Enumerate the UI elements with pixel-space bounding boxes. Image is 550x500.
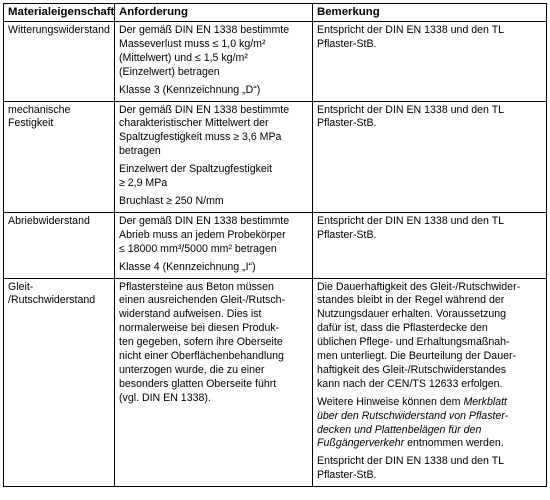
- table-row: [4, 212, 547, 278]
- table-header-row: [4, 4, 547, 22]
- property-cell: [4, 22, 115, 102]
- remark-cell: [313, 212, 547, 278]
- remark-cell: [313, 22, 547, 102]
- remark-cell: [313, 278, 547, 487]
- remark-paragraph: Entspricht der DIN EN 1338 und den TL Pflaster-StB.: [317, 24, 505, 50]
- hint-text-italic: Merkblatt über den Rutschwiderstand von Pflaster- decken und Plattenbelägen für den Fußgängerverkehr: [317, 395, 509, 450]
- requirement-paragraph: Der gemäß DIN EN 1338 bestimmte Abrieb muss an jedem Probekörper ≤ 18000 mm³/5000 mm² betragen: [119, 214, 290, 255]
- requirement-paragraph: Klasse 3 (Kennzeichnung „D“): [119, 83, 261, 96]
- remark-paragraph: Entspricht der DIN EN 1338 und den TL Pflaster-StB.: [317, 214, 505, 241]
- hint-text-after: entnommen werden.: [404, 437, 504, 450]
- remark-paragraph: Entspricht der DIN EN 1338 und den TL Pflaster-StB.: [317, 455, 505, 482]
- requirement-cell: [115, 22, 313, 102]
- requirement-paragraph: Pflastersteine aus Beton müssen einen ausreichenden Gleit-/Rutsch- widerstand aufweisen. Dies ist normalerweise bei diesen Produk- ten gegeben, sofern ihre Oberseite nicht einer Oberflächenbehandlung unterzogen wurde, die zu einer besonders glatten Oberseite führt (vgl. DIN EN 1338).: [119, 280, 286, 404]
- remark-paragraph: Die Dauerhaftigkeit des Gleit-/Rutschwider- standes bleibt in der Regel während der Nutzungsdauer erhalten. Voraussetzung dafür ist, dass die Pflasterdecke den üblichen Pflege- und Erhaltungsmaßnah- men unterliegt. Die Beurteilung der Dauer- haftigkeit des Gleit-/Rutschwiderstandes kann nach der CEN/TS 12633 erfolgen.: [317, 280, 521, 390]
- remark-paragraph: Entspricht der DIN EN 1338 und den TL Pflaster-StB.: [317, 103, 505, 130]
- requirement-paragraph: Der gemäß DIN EN 1338 bestimmte charakteristischer Mittelwert der Spaltzugfestigkeit muss ≥ 3,6 MPa betragen: [119, 103, 290, 158]
- property-cell: [4, 212, 115, 278]
- table-row: [4, 101, 547, 212]
- requirement-paragraph: Klasse 4 (Kennzeichnung „I“): [119, 260, 256, 273]
- property-text: Witterungswiderstand: [8, 24, 110, 36]
- property-text: Abriebwiderstand: [8, 214, 90, 227]
- property-cell: [4, 101, 115, 212]
- specification-table: [3, 3, 547, 487]
- property-text: mechanische Festigkeit: [8, 103, 71, 130]
- header-bemerkung: Bemerkung: [313, 4, 547, 22]
- requirement-paragraph: Einzelwert der Spaltzugfestigkeit ≥ 2,9 MPa: [119, 163, 273, 190]
- requirement-cell: [115, 212, 313, 278]
- header-materialeigenschaft: Materialeigenschaft: [4, 4, 115, 22]
- remark-cell: [313, 101, 547, 212]
- requirement-paragraph: Der gemäß DIN EN 1338 bestimmte Masseverlust muss ≤ 1,0 kg/m² (Mittelwert) und ≤ 1,5 kg/m² (Einzelwert) betragen: [119, 24, 290, 78]
- table-row: [4, 278, 547, 487]
- requirement-cell: [115, 101, 313, 212]
- requirement-cell: [115, 278, 313, 487]
- remark-paragraph-hint: [317, 396, 542, 452]
- requirement-paragraph: Bruchlast ≥ 250 N/mm: [119, 194, 224, 207]
- hint-text-before: Weitere Hinweise können dem: [317, 395, 464, 408]
- property-text: Gleit- /Rutschwiderstand: [8, 280, 96, 307]
- table-row: [4, 22, 547, 102]
- property-cell: [4, 278, 115, 487]
- header-anforderung: Anforderung: [115, 4, 313, 22]
